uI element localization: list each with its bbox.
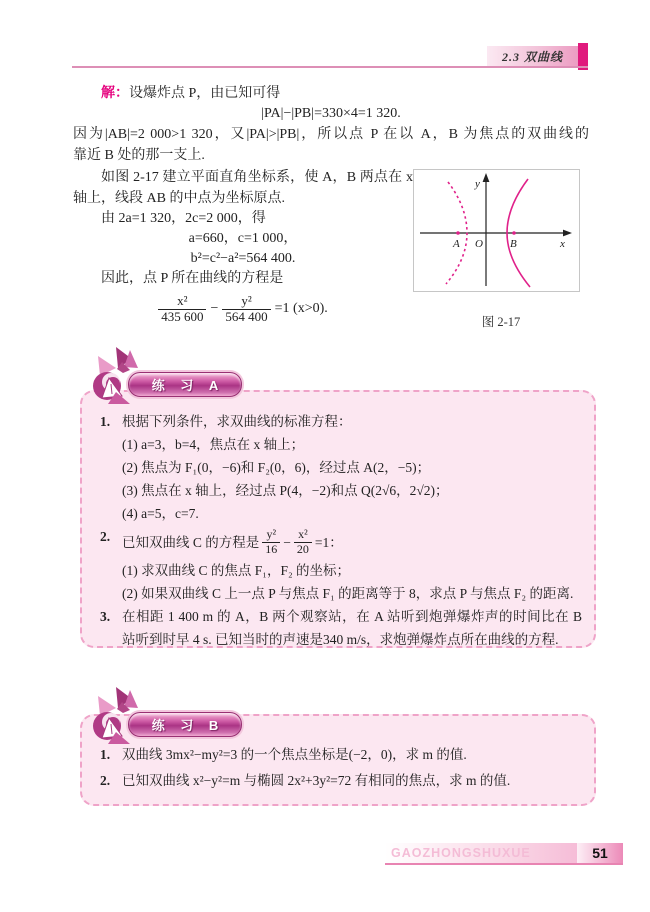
item-number: 1. — [100, 414, 111, 429]
exercise-a-item-1 — [100, 410, 582, 525]
sub-item: (1) a=3，b=4，焦点在 x 轴上； — [122, 437, 305, 452]
x-axis-arrow-icon — [563, 230, 572, 237]
solution-para1-line1: 因为|AB|=2 000>1 320，又|PA|>|PB|，所以点 P 在以 A，B 为焦点的双曲线的 — [73, 127, 589, 142]
solution-line-by: 由 2a=1 320，2c=2 000，得 — [101, 211, 266, 226]
y-axis-arrow-icon — [483, 173, 490, 182]
solution-line-thus: 因此，点 P 所在曲线的方程是 — [101, 271, 284, 286]
solution-section — [73, 84, 589, 332]
solution-para1-line2: 靠近 B 处的那一支上. — [73, 148, 205, 163]
fraction-x-denominator: 435 600 — [161, 308, 204, 324]
sub-item: (2) 焦点为 F₁(0，−6)和 F₂(0，6)，经过点 A(2，−5)； — [122, 460, 431, 475]
item-text-line1: 在相距 1 400 m 的 A，B 两个观察站，在 A 站听到炮弹爆炸声的时间比在 B — [122, 609, 582, 624]
point-b-label: B — [510, 238, 517, 250]
solution-two-column — [73, 167, 589, 332]
fraction-y-denominator: 564 400 — [225, 308, 268, 324]
point-a-label: A — [453, 238, 460, 250]
equation-3: b²=c²−a²=564 400. — [190, 251, 296, 266]
fraction-y16 — [262, 528, 280, 557]
footer-brand: GAOZHONGSHUXUE — [391, 846, 531, 860]
exercise-b-pill — [128, 712, 242, 737]
exercise-a-item-3 — [100, 605, 582, 651]
exercise-a-badge — [86, 346, 248, 404]
equation-2: a=660，c=1 000， — [188, 231, 298, 246]
item-body — [122, 525, 582, 605]
fraction-denominator: 20 — [296, 541, 309, 556]
point-a-dot — [456, 231, 460, 235]
exercise-a-box — [80, 390, 596, 648]
exercise-b-badge — [86, 686, 248, 744]
exercise-a-item-2 — [100, 525, 582, 605]
fraction-x20 — [294, 528, 312, 557]
item-text: 已知双曲线 x²−y²=m 与椭圆 2x²+3y²=72 有相同的焦点，求 m 的值. — [122, 773, 511, 788]
item-body — [122, 410, 582, 525]
figure-column — [413, 167, 589, 332]
fraction-y-numerator: y² — [222, 294, 270, 310]
equation-tail: =1 (x>0). — [274, 301, 328, 316]
fraction-x — [158, 294, 206, 325]
equation-1: |PA|−|PB|=330×4=1 320. — [261, 106, 401, 121]
y-axis-label: y — [475, 178, 480, 190]
item-body — [122, 768, 582, 794]
solution-para2-line1: 如图 2-17 建立平面直角坐标系，使 A，B 两点在 x — [101, 170, 413, 185]
footer-bar — [385, 843, 623, 865]
exercise-a-title: 练 习 A — [151, 378, 225, 393]
section-header-badge — [487, 46, 578, 67]
exercise-b-title: 练 习 B — [151, 718, 225, 733]
fraction-y — [222, 294, 270, 325]
item-text-line2: 站听到时早 4 s. 已知当时的声速是340 m/s，求炮弹爆炸点所在曲线的方程. — [122, 632, 559, 647]
page-number: 51 — [577, 843, 623, 863]
sub-item: (1) 求双曲线 C 的焦点 F₁，F₂ 的坐标； — [122, 563, 351, 578]
sub-item: (2) 如果双曲线 C 上一点 P 与焦点 F₁ 的距离等于 8，求点 P 与焦点 F₂ 的距离. — [122, 586, 574, 601]
fraction-numerator: x² — [294, 528, 312, 543]
point-b-dot — [512, 231, 516, 235]
exercise-b-item-2 — [100, 768, 582, 794]
item-text-with-fractions — [122, 525, 582, 559]
item-text-post: =1： — [314, 534, 343, 550]
origin-label: O — [475, 238, 483, 250]
x-axis-label: x — [560, 238, 565, 250]
figure-caption: 图 2-17 — [481, 315, 521, 329]
fraction-x-numerator: x² — [158, 294, 206, 310]
minus-sign: − — [210, 301, 219, 316]
minus-sign: − — [283, 534, 291, 550]
item-text-pre: 已知双曲线 C 的方程是 — [122, 534, 260, 550]
item-number: 2. — [100, 529, 111, 544]
fraction-denominator: 16 — [265, 541, 278, 556]
item-body — [122, 742, 582, 768]
solve-label: 解： — [101, 86, 129, 101]
final-equation — [73, 291, 413, 327]
solution-intro-line — [73, 84, 589, 104]
sub-item: (3) 焦点在 x 轴上，经过点 P(4，−2)和点 Q(2√6，2√2)； — [122, 483, 449, 498]
item-body — [122, 605, 582, 651]
section-label: 2.3 双曲线 — [501, 50, 563, 64]
sub-item: (4) a=5，c=7. — [122, 506, 199, 521]
solution-left-column — [73, 167, 413, 332]
header-rule — [72, 66, 588, 68]
item-text: 根据下列条件，求双曲线的标准方程： — [122, 414, 352, 429]
solution-para2-line2: 轴上，线段 AB 的中点为坐标原点. — [73, 191, 285, 206]
exercise-b-item-1 — [100, 742, 582, 768]
item-number: 2. — [100, 773, 111, 788]
fraction-numerator: y² — [262, 528, 280, 543]
exercise-a-pill — [128, 372, 242, 397]
solution-intro-text: 设爆炸点 P，由已知可得 — [129, 86, 281, 101]
item-number: 3. — [100, 609, 111, 624]
item-number: 1. — [100, 747, 111, 762]
hyperbola-figure — [413, 169, 580, 292]
hyperbola-figure-svg — [414, 170, 579, 291]
item-text: 双曲线 3mx²−my²=3 的一个焦点坐标是(−2，0)，求 m 的值. — [122, 747, 467, 762]
